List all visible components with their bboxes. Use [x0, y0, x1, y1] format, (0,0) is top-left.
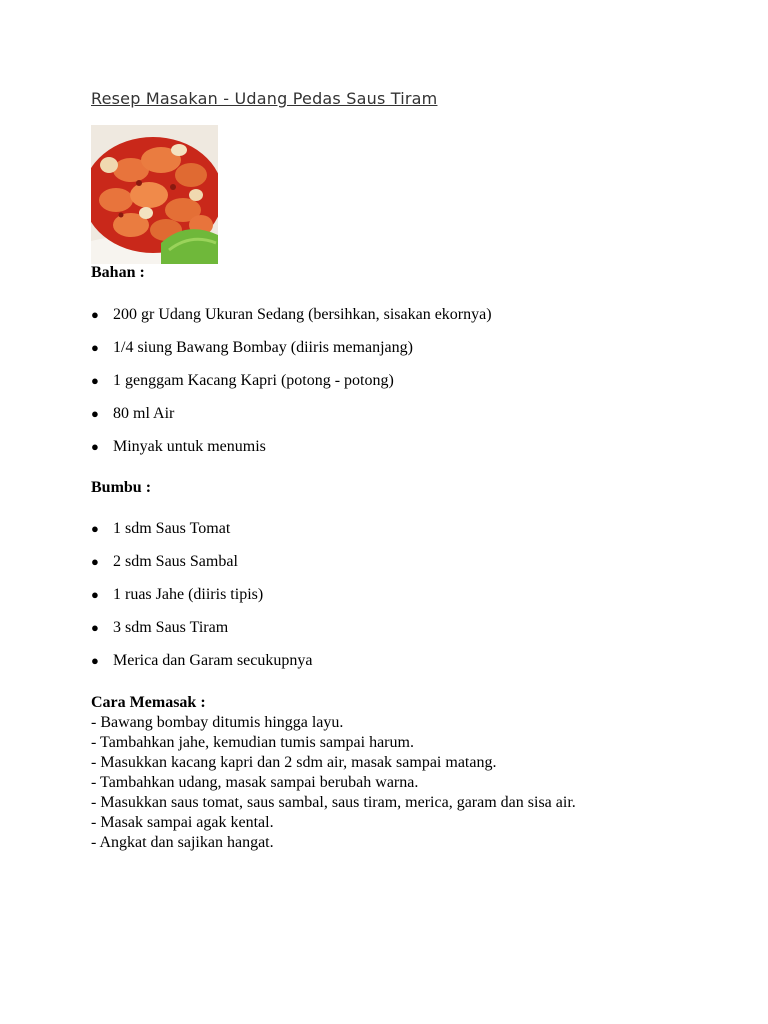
step-line: - Masukkan saus tomat, saus sambal, saus tiram, merica, garam dan sisa air.: [91, 794, 576, 811]
ingredient-text: 1 genggam Kacang Kapri (potong - potong): [113, 372, 394, 389]
seasoning-text: 1 ruas Jahe (diiris tipis): [113, 586, 264, 603]
recipe-photo: [91, 125, 218, 264]
cara-memasak-section: [91, 693, 576, 853]
list-item: [91, 652, 312, 685]
bullet-dot-icon: ●: [91, 587, 99, 602]
step-line: - Tambahkan udang, masak sampai berubah warna.: [91, 774, 419, 791]
step-line: - Masak sampai agak kental.: [91, 814, 274, 831]
bullet-dot-icon: ●: [91, 620, 99, 635]
step-line: - Bawang bombay ditumis hingga layu.: [91, 714, 344, 731]
step-line: - Angkat dan sajikan hangat.: [91, 834, 274, 851]
bullet-dot-icon: ●: [91, 653, 99, 668]
bullet-dot-icon: ●: [91, 307, 99, 322]
bullet-dot-icon: ●: [91, 521, 99, 536]
bullet-dot-icon: ●: [91, 554, 99, 569]
list-item: [91, 438, 492, 471]
list-item: [91, 619, 312, 652]
list-item: [91, 405, 492, 438]
ingredient-text: 1/4 siung Bawang Bombay (diiris memanjang): [113, 339, 413, 356]
seasoning-text: 2 sdm Saus Sambal: [113, 553, 238, 570]
seasoning-text: 3 sdm Saus Tiram: [113, 619, 229, 636]
cara-memasak-heading: Cara Memasak :: [91, 694, 206, 711]
list-item: [91, 372, 492, 405]
shrimp-dish-image: [91, 125, 218, 264]
list-item: [91, 520, 312, 553]
ingredient-text: 200 gr Udang Ukuran Sedang (bersihkan, sisakan ekornya): [113, 306, 492, 323]
ingredient-text: 80 ml Air: [113, 405, 175, 422]
list-item: [91, 553, 312, 586]
page-title[interactable]: Resep Masakan - Udang Pedas Saus Tiram: [91, 89, 438, 108]
ingredient-text: Minyak untuk menumis: [113, 438, 266, 455]
step-line: - Tambahkan jahe, kemudian tumis sampai harum.: [91, 734, 414, 751]
bumbu-list: [91, 520, 312, 685]
step-line: - Masukkan kacang kapri dan 2 sdm air, masak sampai matang.: [91, 754, 497, 771]
bullet-dot-icon: ●: [91, 340, 99, 355]
bahan-list: [91, 306, 492, 471]
seasoning-text: 1 sdm Saus Tomat: [113, 520, 231, 537]
bullet-dot-icon: ●: [91, 373, 99, 388]
list-item: [91, 339, 492, 372]
bullet-dot-icon: ●: [91, 406, 99, 421]
bumbu-heading: Bumbu :: [91, 479, 152, 496]
list-item: [91, 306, 492, 339]
seasoning-text: Merica dan Garam secukupnya: [113, 652, 313, 669]
bullet-dot-icon: ●: [91, 439, 99, 454]
list-item: [91, 586, 312, 619]
bahan-heading: Bahan :: [91, 264, 145, 281]
